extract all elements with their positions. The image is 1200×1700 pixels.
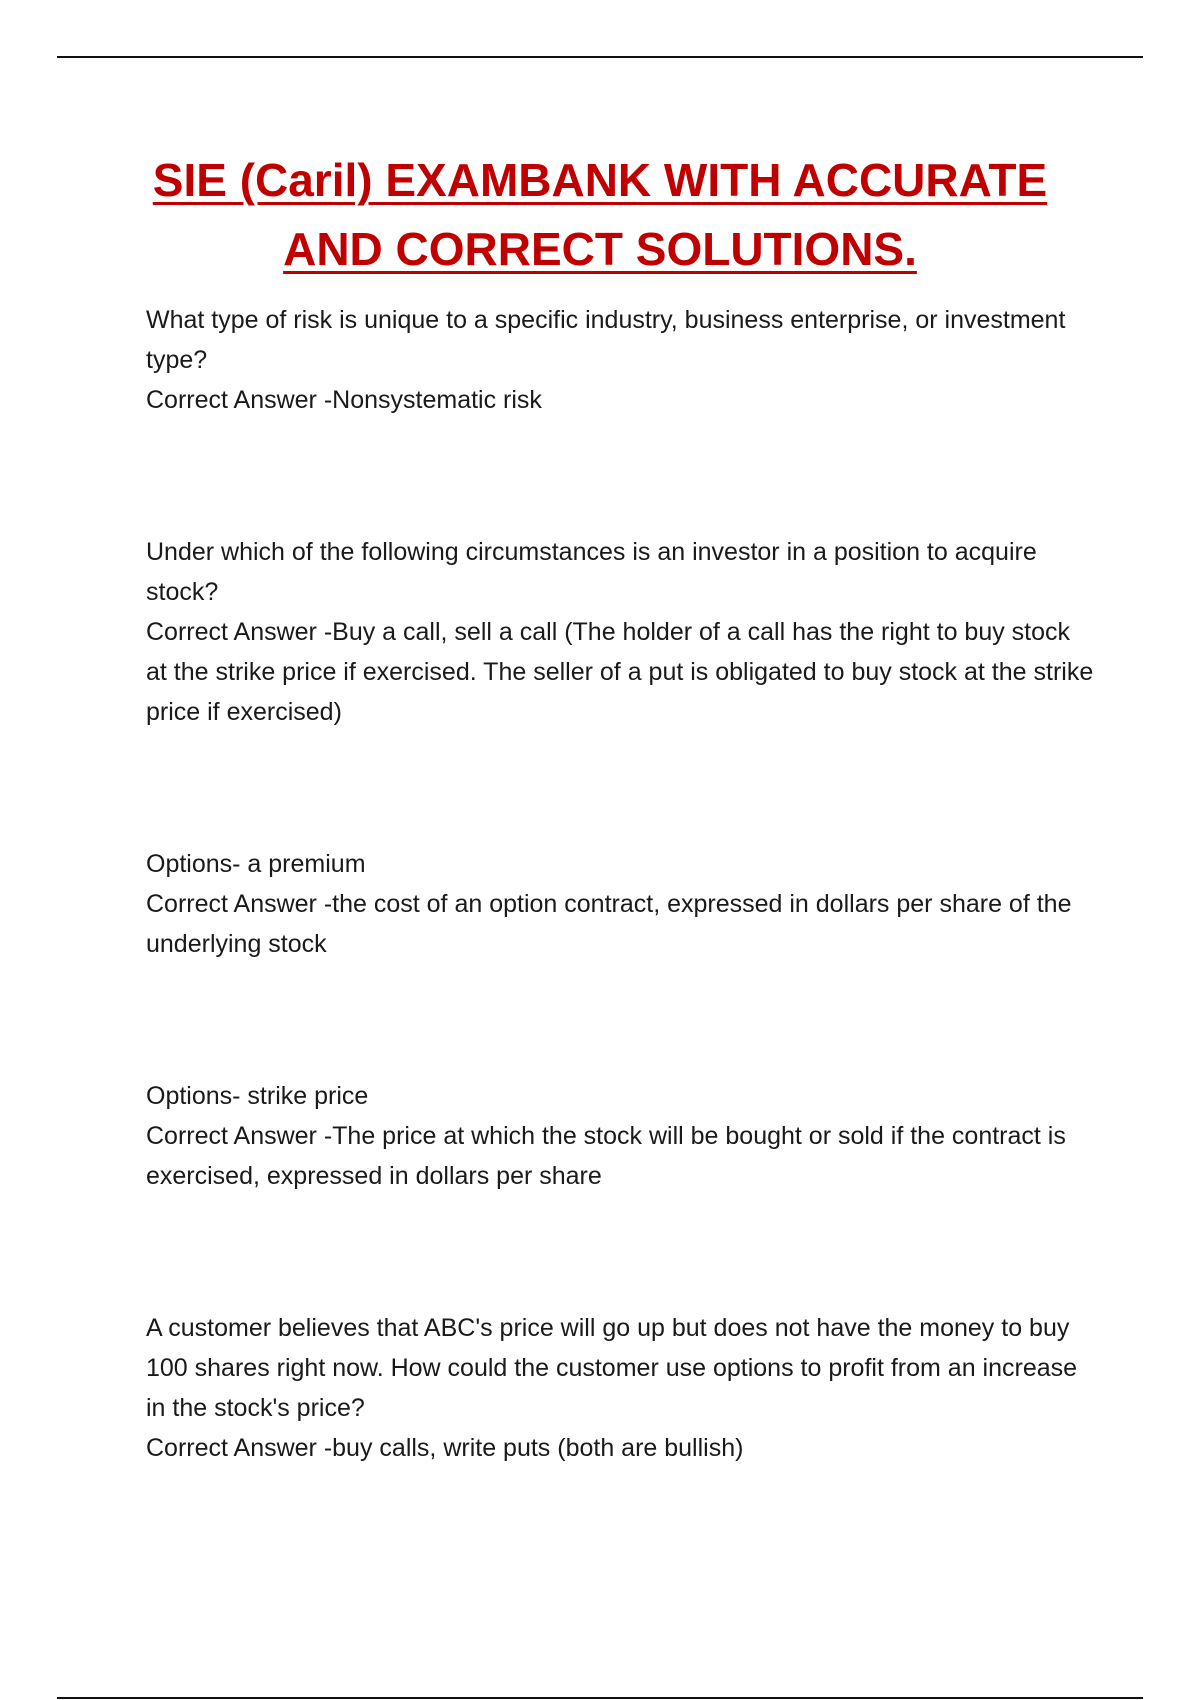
title-line-2: AND CORRECT SOLUTIONS.: [283, 223, 917, 275]
question-text: Under which of the following circumstances is an investor in a position to acquire stock?: [146, 538, 1037, 606]
qa-item: [146, 1308, 1096, 1468]
title-line-1: SIE (Caril) EXAMBANK WITH ACCURATE: [152, 154, 1048, 206]
answer-text: Correct Answer -Buy a call, sell a call (The holder of a call has the right to buy stock at the strike price if exercised. The seller of a put is obligated to buy stock at the strike price if exercised): [146, 618, 1094, 726]
question-text: Options- a premium: [146, 850, 366, 878]
top-rule: [57, 56, 1143, 58]
question-text: A customer believes that ABC's price will go up but does not have the money to buy 100 shares right now. How could the customer use options to profit from an increase in the stock's price?: [146, 1314, 1078, 1422]
qa-item: [146, 1076, 1096, 1196]
question-text: Options- strike price: [146, 1082, 369, 1110]
qa-item: [146, 532, 1096, 732]
bottom-rule: [57, 1697, 1143, 1699]
question-text: What type of risk is unique to a specific industry, business enterprise, or investment type?: [146, 306, 1066, 374]
qa-item: [146, 844, 1096, 964]
answer-text: Correct Answer -The price at which the stock will be bought or sold if the contract is exercised, expressed in dollars per share: [146, 1122, 1066, 1190]
qa-list: [146, 300, 1096, 1580]
qa-item: [146, 300, 1096, 420]
answer-text: Correct Answer -buy calls, write puts (both are bullish): [146, 1434, 744, 1462]
document-title: [120, 146, 1080, 284]
answer-text: Correct Answer -Nonsystematic risk: [146, 386, 542, 414]
answer-text: Correct Answer -the cost of an option contract, expressed in dollars per share of the underlying stock: [146, 890, 1072, 958]
